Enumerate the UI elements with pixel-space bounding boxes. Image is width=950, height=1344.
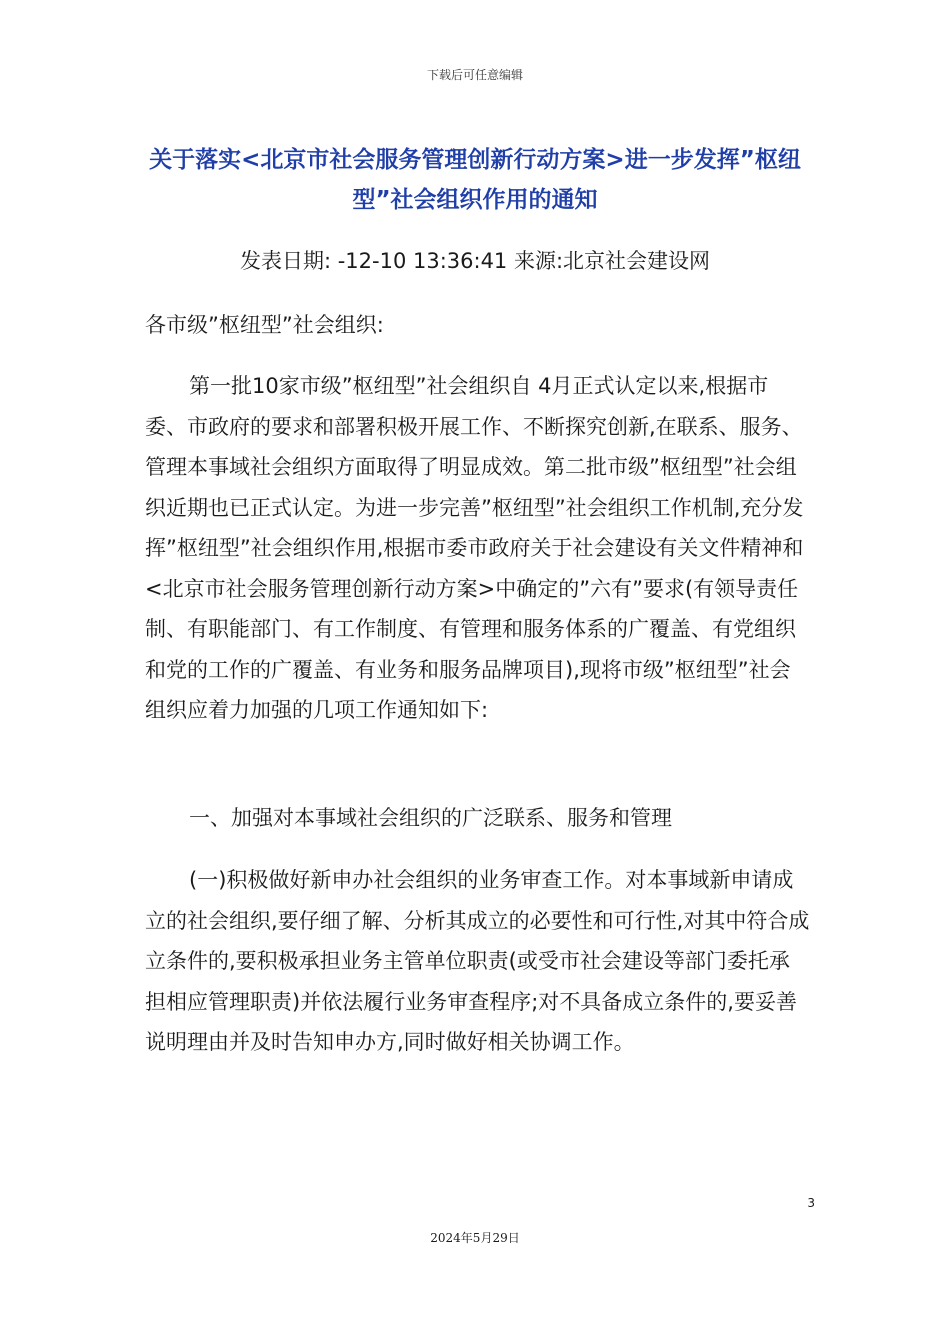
salutation: 各市级”枢纽型”社会组织:	[145, 313, 384, 337]
publish-meta: 发表日期: -12-10 13:36:41 来源:北京社会建设网	[239, 249, 711, 273]
footer-date: 2024年5月29日	[430, 1231, 520, 1245]
document-title: 关于落实<北京市社会服务管理创新行动方案>进一步发挥”枢纽型”社会组织作用的通知	[149, 147, 801, 213]
page-number: 3	[807, 1196, 815, 1210]
body-paragraph-1: 第一批10家市级”枢纽型”社会组织自 4月正式认定以来,根据市委、市政府的要求和部署积极开展工作、不断探究创新,在联系、服务、管理本事域社会组织方面取得了明显成效。第二批市级”枢纽型”社会组织近期也已正式认定。为进一步完善”枢纽型”社会组织工作机制,充分发挥”枢纽型”社会组织作用,根据市委市政府关于社会建设有关文件精神和<北京市社会服务管理创新行动方案>中确定的”六有”要求(有领导责任制、有职能部门、有工作制度、有管理和服务体系的广覆盖、有党组织和党的工作的广覆盖、有业务和服务品牌项目),现将市级”枢纽型”社会组织应着力加强的几项工作通知如下:	[145, 374, 804, 722]
section-heading-1: 一、加强对本事域社会组织的广泛联系、服务和管理	[189, 806, 672, 830]
header-note: 下载后可任意编辑	[426, 68, 523, 82]
body-paragraph-2: (一)积极做好新申办社会组织的业务审查工作。对本事域新申请成立的社会组织,要仔细了解、分析其成立的必要性和可行性,对其中符合成立条件的,要积极承担业务主管单位职责(或受市社会建设等部门委托承担相应管理职责)并依法履行业务审查程序;对不具备成立条件的,要妥善说明理由并及时告知申办方,同时做好相关协调工作。	[145, 868, 810, 1054]
